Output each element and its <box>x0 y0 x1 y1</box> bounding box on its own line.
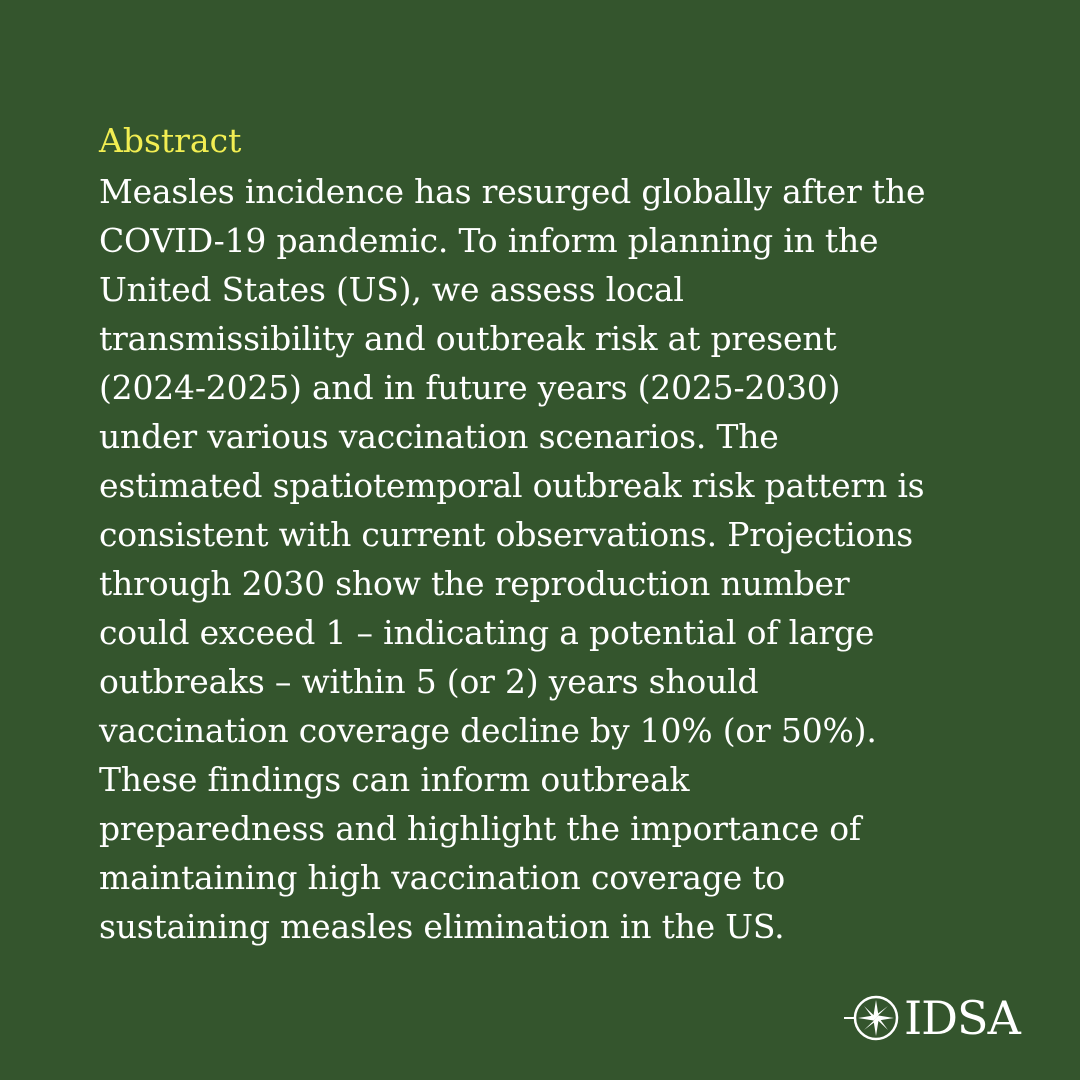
abstract-line: vaccination coverage decline by 10% (or 50%). <box>99 711 877 750</box>
idsa-logo <box>844 990 1044 1046</box>
abstract-line: COVID-19 pandemic. To inform planning in the <box>99 221 879 260</box>
abstract-line: through 2030 show the reproduction number <box>99 564 850 603</box>
abstract-heading: Abstract <box>99 121 242 160</box>
abstract-line: sustaining measles elimination in the US. <box>99 907 785 946</box>
abstract-body <box>99 167 1039 951</box>
abstract-line: Measles incidence has resurged globally after the <box>99 172 926 211</box>
logo-text: IDSA <box>904 991 1020 1045</box>
abstract-line: estimated spatiotemporal outbreak risk pattern is <box>99 466 925 505</box>
abstract-line: These findings can inform outbreak <box>99 760 690 799</box>
abstract-line: maintaining high vaccination coverage to <box>99 858 786 897</box>
abstract-line: consistent with current observations. Projections <box>99 515 914 554</box>
abstract-line: transmissibility and outbreak risk at present <box>99 319 837 358</box>
abstract-line: (2024-2025) and in future years (2025-2030) <box>99 368 841 407</box>
abstract-line: could exceed 1 – indicating a potential of large <box>99 613 875 652</box>
abstract-line: outbreaks – within 5 (or 2) years should <box>99 662 759 701</box>
abstract-line: under various vaccination scenarios. The <box>99 417 779 456</box>
abstract-line: preparedness and highlight the importance of <box>99 809 861 848</box>
abstract-line: United States (US), we assess local <box>99 270 684 309</box>
compass-star-icon <box>844 990 900 1046</box>
